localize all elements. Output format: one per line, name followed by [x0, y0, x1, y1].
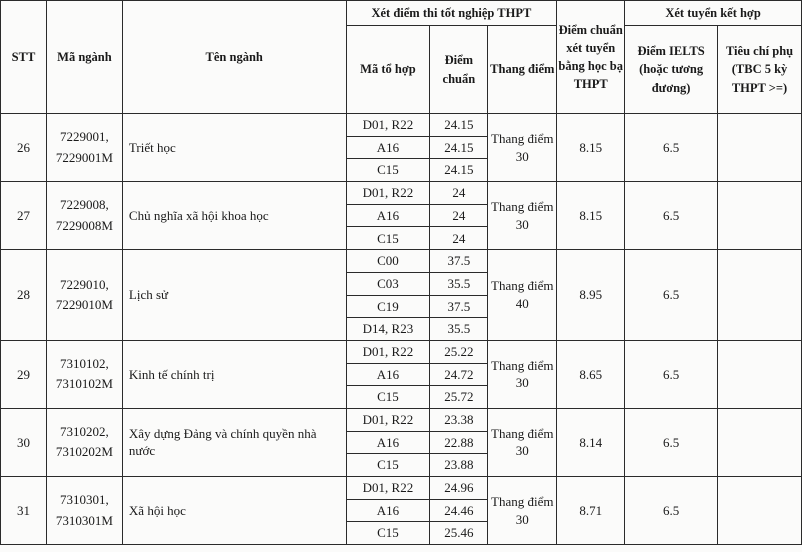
row-stt: 31 [1, 477, 47, 545]
row-tiebreak-criteria [718, 114, 802, 182]
row-combo-code: A16 [346, 136, 430, 159]
row-combo-code: D01, R22 [346, 340, 430, 363]
row-cutoff-score: 24.96 [430, 477, 488, 500]
row-tiebreak-criteria [718, 340, 802, 408]
row-combo-code: D01, R22 [346, 477, 430, 500]
row-major-code [46, 182, 122, 250]
row-score-scale: Thang điểm 30 [488, 477, 557, 545]
row-ielts-score: 6.5 [625, 182, 718, 250]
header-thpt-exam-group: Xét điểm thi tốt nghiệp THPT [346, 1, 557, 26]
major-code-line: 7229008M [55, 217, 113, 233]
row-combo-code: A16 [346, 431, 430, 454]
row-combo-code: C03 [346, 272, 430, 295]
row-cutoff-score: 22.88 [430, 431, 488, 454]
row-combo-code: D01, R22 [346, 408, 430, 431]
row-cutoff-score: 23.38 [430, 408, 488, 431]
row-major-name: Xã hội học [122, 477, 346, 545]
row-cutoff-score: 24.15 [430, 159, 488, 182]
row-cutoff-score: 24.46 [430, 499, 488, 522]
table-row [1, 182, 802, 205]
row-major-name: Lịch sử [122, 250, 346, 341]
row-cutoff-score: 24 [430, 227, 488, 250]
row-score-scale: Thang điểm 30 [488, 114, 557, 182]
row-record-score: 8.71 [557, 477, 625, 545]
row-major-code [46, 408, 122, 476]
row-tiebreak-criteria [718, 250, 802, 341]
row-combo-code: C19 [346, 295, 430, 318]
header-cutoff-score: Điểm chuẩn [430, 26, 488, 114]
row-combo-code: C15 [346, 454, 430, 477]
major-code-line: 7310102, [60, 356, 109, 372]
header-ielts-score: Điểm IELTS (hoặc tương đương) [625, 26, 718, 114]
row-ielts-score: 6.5 [625, 340, 718, 408]
row-major-code [46, 477, 122, 545]
row-ielts-score: 6.5 [625, 114, 718, 182]
table-row [1, 477, 802, 500]
row-ielts-score: 6.5 [625, 477, 718, 545]
row-stt: 27 [1, 182, 47, 250]
row-combo-code: C15 [346, 159, 430, 182]
row-ielts-score: 6.5 [625, 408, 718, 476]
row-cutoff-score: 25.22 [430, 340, 488, 363]
header-score-scale: Thang điểm [488, 26, 557, 114]
row-record-score: 8.15 [557, 114, 625, 182]
row-tiebreak-criteria [718, 182, 802, 250]
row-stt: 26 [1, 114, 47, 182]
row-major-code [46, 340, 122, 408]
row-combo-code: D01, R22 [346, 182, 430, 205]
table-row [1, 408, 802, 431]
row-tiebreak-criteria [718, 477, 802, 545]
row-major-code [46, 250, 122, 341]
major-code-line: 7229008, [60, 197, 109, 213]
header-record-score: Điểm chuẩn xét tuyển bằng học bạ THPT [557, 1, 625, 114]
row-combo-code: D01, R22 [346, 114, 430, 137]
header-combined-group: Xét tuyển kết hợp [625, 1, 802, 26]
row-cutoff-score: 25.46 [430, 522, 488, 545]
row-combo-code: C15 [346, 386, 430, 409]
header-tiebreak-criteria: Tiêu chí phụ (TBC 5 kỳ THPT >=) [718, 26, 802, 114]
row-ielts-score: 6.5 [625, 250, 718, 341]
row-cutoff-score: 24.72 [430, 363, 488, 386]
row-cutoff-score: 24.15 [430, 136, 488, 159]
table-row [1, 250, 802, 273]
header-major-code: Mã ngành [46, 1, 122, 114]
row-stt: 28 [1, 250, 47, 341]
row-cutoff-score: 24 [430, 182, 488, 205]
row-score-scale: Thang điểm 30 [488, 408, 557, 476]
major-code-line: 7310202M [55, 444, 113, 460]
major-code-line: 7310301, [60, 492, 109, 508]
row-cutoff-score: 23.88 [430, 454, 488, 477]
row-score-scale: Thang điểm 30 [488, 182, 557, 250]
row-cutoff-score: 24 [430, 204, 488, 227]
row-tiebreak-criteria [718, 408, 802, 476]
row-cutoff-score: 24.15 [430, 114, 488, 137]
row-record-score: 8.65 [557, 340, 625, 408]
row-cutoff-score: 35.5 [430, 318, 488, 341]
row-record-score: 8.15 [557, 182, 625, 250]
major-code-line: 7229001, [60, 129, 109, 145]
header-combo-code: Mã tổ hợp [346, 26, 430, 114]
row-major-name: Xây dựng Đảng và chính quyền nhà nước [122, 408, 346, 476]
row-stt: 30 [1, 408, 47, 476]
row-cutoff-score: 35.5 [430, 272, 488, 295]
row-combo-code: A16 [346, 363, 430, 386]
table-row [1, 114, 802, 137]
row-combo-code: C15 [346, 522, 430, 545]
row-major-name: Kinh tế chính trị [122, 340, 346, 408]
major-code-line: 7229010M [55, 297, 113, 312]
row-record-score: 8.14 [557, 408, 625, 476]
row-combo-code: C15 [346, 227, 430, 250]
row-score-scale: Thang điểm 40 [488, 250, 557, 341]
row-score-scale: Thang điểm 30 [488, 340, 557, 408]
row-cutoff-score: 25.72 [430, 386, 488, 409]
row-major-name: Chủ nghĩa xã hội khoa học [122, 182, 346, 250]
row-combo-code: A16 [346, 499, 430, 522]
major-code-line: 7229001M [55, 149, 113, 165]
row-cutoff-score: 37.5 [430, 250, 488, 273]
table-row [1, 340, 802, 363]
major-code-line: 7310102M [55, 376, 113, 392]
row-combo-code: C00 [346, 250, 430, 273]
major-code-line: 7310202, [60, 424, 109, 440]
row-combo-code: A16 [346, 204, 430, 227]
major-code-line: 7229010, [60, 276, 109, 292]
major-code-line: 7310301M [55, 512, 113, 528]
row-combo-code: D14, R23 [346, 318, 430, 341]
header-major-name: Tên ngành [122, 1, 346, 114]
row-stt: 29 [1, 340, 47, 408]
row-cutoff-score: 37.5 [430, 295, 488, 318]
header-stt: STT [1, 1, 47, 114]
row-record-score: 8.95 [557, 250, 625, 341]
row-major-name: Triết học [122, 114, 346, 182]
row-major-code [46, 114, 122, 182]
